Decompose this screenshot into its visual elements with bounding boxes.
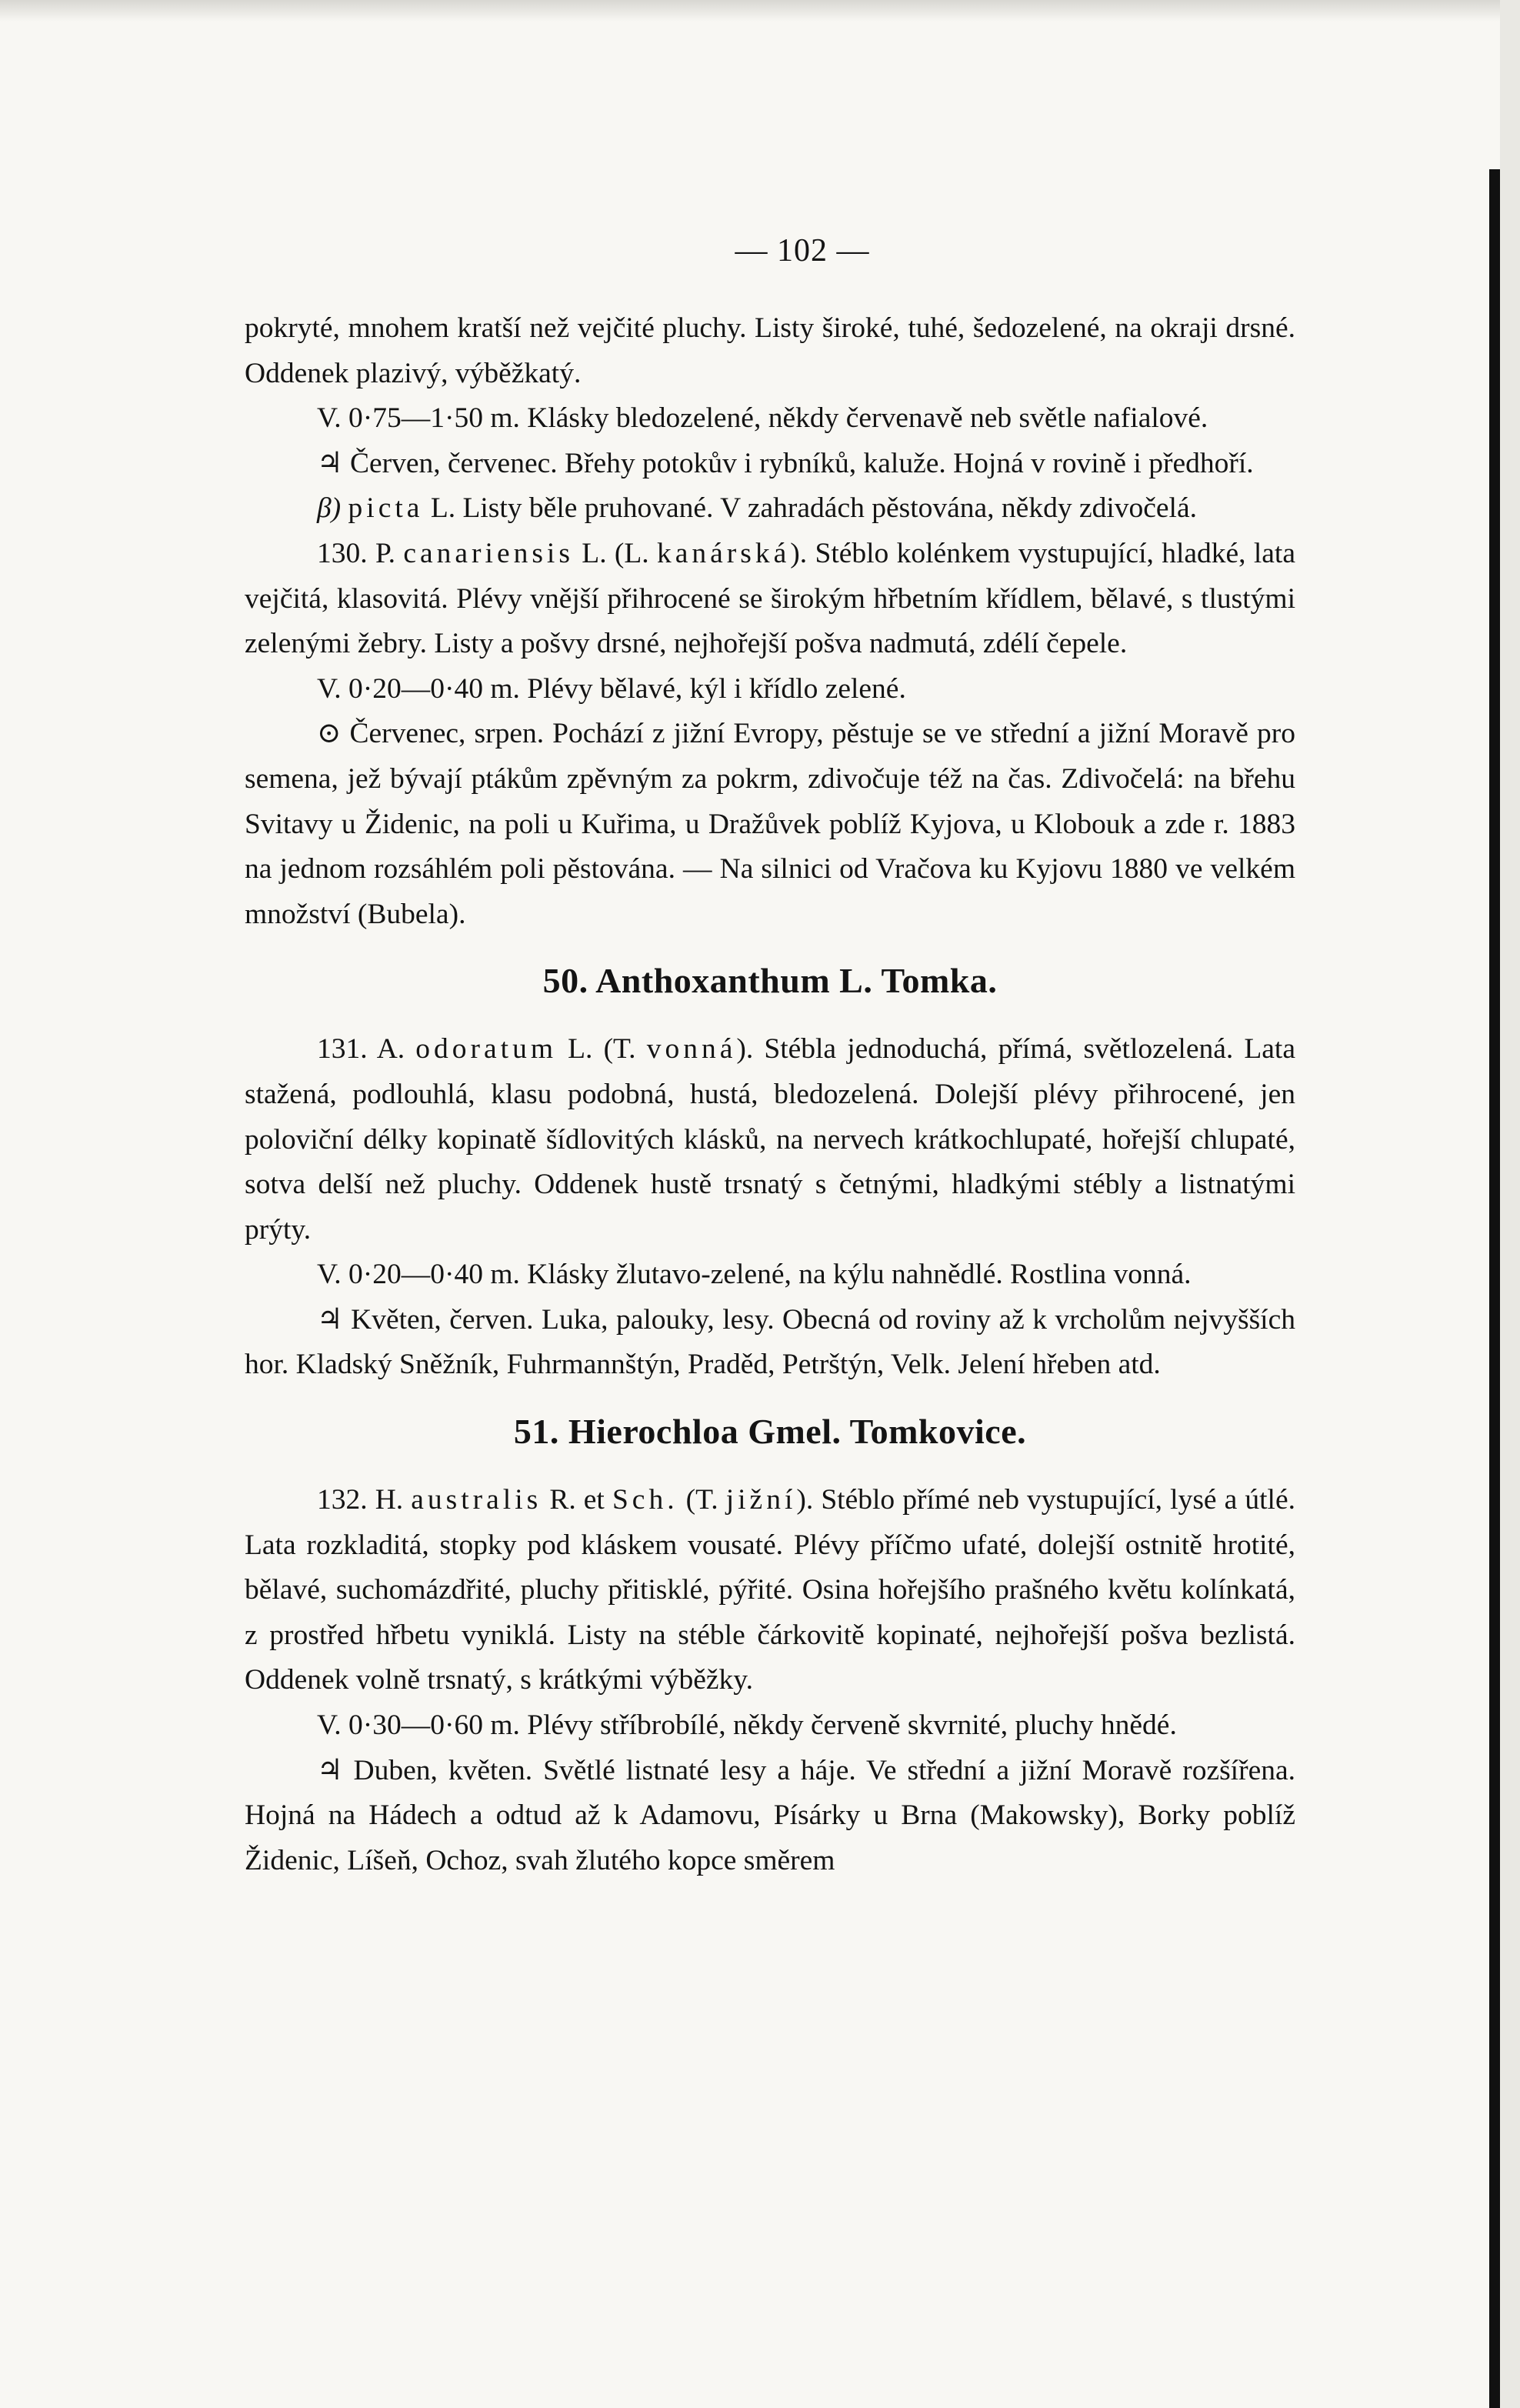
species-130-text: ). Stéblo kolénkem vystupující, hladké, lata vejčitá, klasovitá. Plévy vnější přihrocené se širokým hřbetním křídlem, bělavé, s tlustými zelenými žebry. Listy a pošvy drsné, nejhořejší pošva nadmutá, zdélí čepele. — [245, 537, 1295, 660]
top-page-shadow — [0, 0, 1520, 22]
species-131-text: ). Stébla jednoduchá, přímá, světlozelená. Lata stažená, podlouhlá, klasu podobná, hustá, bledozelená. Dolejší plévy přihrocené, jen poloviční délky kopinatě šídlovitých klásků, na nervech krátkochlupaté, hořejší chlupaté, sotva delší než pluchy. Oddenek hustě trsnatý s četnými, hladkými stébly a listnatými prýty. — [245, 1033, 1295, 1246]
species-130-name: canariensis — [403, 537, 574, 569]
paragraph-cont-habitat: ♃ Červen, červenec. Břehy potokův i rybníků, kaluže. Hojná v rovině i předhoří. — [317, 447, 1254, 479]
species-132-author-paren: (T. — [678, 1484, 726, 1516]
page-number: — 102 — — [735, 233, 870, 268]
species-131-size: V. 0·20—0·40 m. Klásky žlutavo-zelené, na kýlu nahnědlé. Rostlina vonná. — [317, 1259, 1192, 1291]
species-132-author-abbrev: Sch. — [612, 1484, 678, 1516]
species-130-czech-name: kanárská — [657, 537, 791, 569]
genus-50-heading: 50. Anthoxanthum L. Tomka. — [542, 961, 998, 1001]
variety-name: picta — [348, 492, 424, 525]
species-130-author: L. (L. — [573, 537, 657, 569]
species-130-number: 130. P. — [317, 537, 404, 569]
species-132-text: ). Stéblo přímé neb vystupující, lysé a útlé. Lata rozkladitá, stopky pod kláskem vousaté. Plévy příčmo ufaté, dolejší ostnitě hrotité, bělavé, suchomázdřité, pluchy přitisklé, pýřité. Osina hořejšího prašného květu kolínkatá, z prostřed hřbetu vyniklá. Listy na stéble čárkovitě kopinaté, nejhořejší pošva bezlistá. Oddenek volně trsnatý, s krátkými výběžky. — [245, 1484, 1295, 1696]
paragraph-cont-description: pokryté, mnohem kratší než vejčité pluchy. Listy široké, tuhé, šedozelené, na okraji drsné. Oddenek plazivý, výběžkatý. — [245, 312, 1295, 389]
species-132-czech-name: jižní — [725, 1484, 797, 1516]
species-131-habitat: ♃ Květen, červen. Luka, palouky, lesy. Obecná od roviny až k vrcholům nejvyšších hor. Kladský Sněžník, Fuhrmannštýn, Praděd, Petrštýn, Velk. Jelení hřeben atd. — [245, 1303, 1295, 1381]
body-text — [245, 306, 1295, 1883]
paragraph-cont-size: V. 0·75—1·50 m. Klásky bledozelené, někdy červenavě neb světle nafialové. — [317, 402, 1208, 435]
species-131-author: L. (T. — [557, 1033, 647, 1066]
species-130-habitat: ⊙ Červenec, srpen. Pochází z jižní Evropy, pěstuje se ve střední a jižní Moravě pro semena, jež bývají ptákům zpěvným za pokrm, zdivočuje též na čas. Zdivočelá: na břehu Svitavy u Židenic, na poli u Kuřima, u Dražůvek poblíž Kyjova, u Klobouk a zde r. 1883 na jednom rozsáhlém poli pěstována. — Na silnici od Vračova ku Kyjovu 1880 ve velkém množství (Bubela). — [245, 718, 1295, 930]
paragraph-variety-picta — [245, 486, 1295, 532]
species-132-name: australis — [411, 1484, 542, 1516]
species-132-author: R. et — [542, 1484, 612, 1516]
species-131-description — [245, 1027, 1295, 1252]
species-132-description — [245, 1478, 1295, 1703]
species-131-name: odoratum — [415, 1033, 558, 1066]
species-131-number: 131. A. — [317, 1033, 416, 1066]
species-132-size: V. 0·30—0·60 m. Plévy stříbrobílé, někdy červeně skvrnité, pluchy hnědé. — [317, 1709, 1177, 1742]
species-130-size: V. 0·20—0·40 m. Plévy bělavé, kýl i křídlo zelené. — [317, 672, 906, 705]
right-page-margin — [1500, 0, 1520, 2408]
species-132-habitat: ♃ Duben, květen. Světlé listnaté lesy a háje. Ve střední a jižní Moravě rozšířena. Hojná na Hádech a odtud až k Adamovu, Písárky u Brna (Makowsky), Borky poblíž Židenic, Líšeň, Ochoz, svah žlutého kopce směrem — [245, 1754, 1295, 1876]
variety-marker: β) — [317, 492, 342, 525]
right-binding-shadow — [1489, 169, 1500, 2408]
variety-description: L. Listy běle pruhované. V zahradách pěstována, někdy zdivočelá. — [423, 492, 1197, 525]
species-130-description — [245, 532, 1295, 667]
species-131-czech-name: vonná — [646, 1033, 737, 1066]
species-132-number: 132. H. — [317, 1484, 412, 1516]
genus-51-heading: 51. Hierochloa Gmel. Tomkovice. — [513, 1412, 1027, 1452]
